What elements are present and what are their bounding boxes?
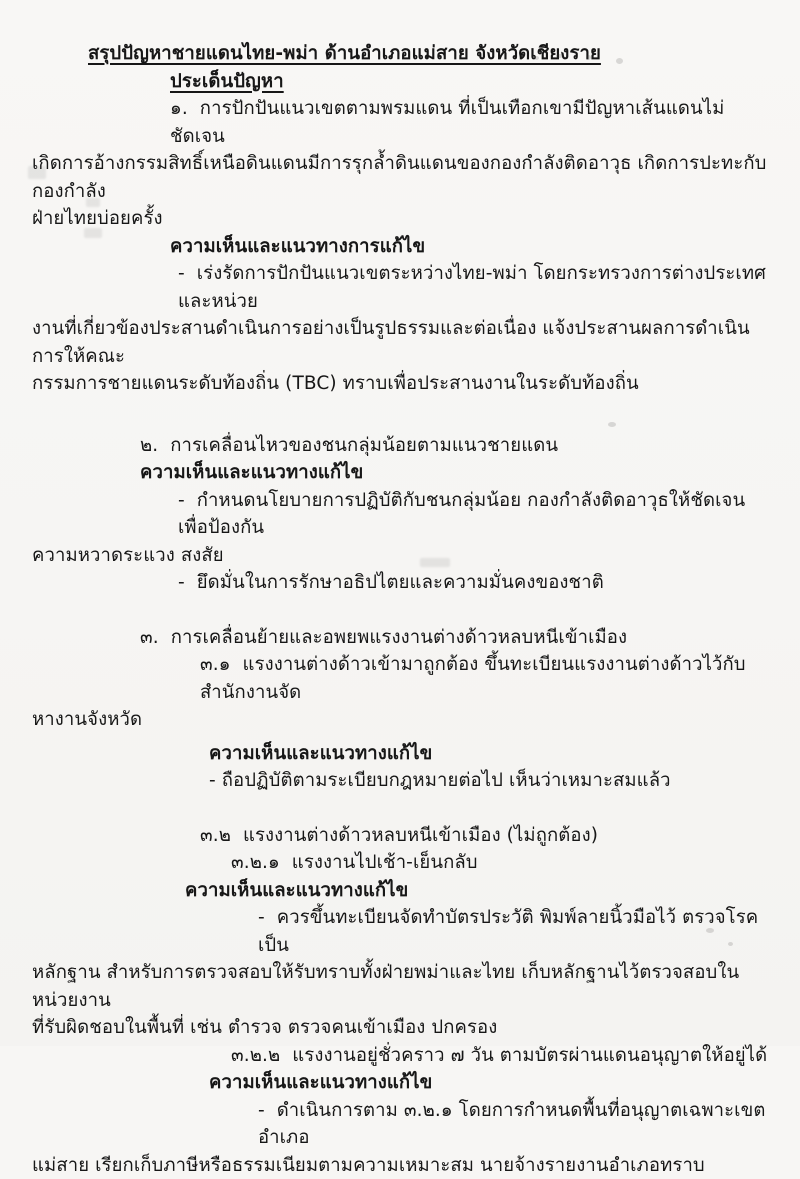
topic-line-3: ๓. การเคลื่อนย้ายและอพยพแรงงานต่างด้าวหลบหนีเข้าเมือง [140, 624, 772, 652]
remedy-item: - ถือปฏิบัติตามระเบียบกฎหมายต่อไป เห็นว่าเหมาะสมแล้ว [209, 767, 772, 795]
body-line: งานที่เกี่ยวข้องประสานดำเนินการอย่างเป็นรูปธรรมและต่อเนื่อง แจ้งประสานผลการดำเนินการให้คณะ [32, 315, 772, 370]
body-line: กรรมการชายแดนระดับท้องถิ่น (TBC) ทราบเพื่อประสานงานในระดับท้องถิ่น [32, 370, 772, 398]
remedy-item: - ควรขึ้นทะเบียนจัดทำบัตรประวัติ พิมพ์ลายนิ้วมือไว้ ตรวจโรคเป็น [258, 904, 772, 959]
document-title: สรุปปัญหาชายแดนไทย-พม่า ด้านอำเภอแม่สาย จังหวัดเชียงราย [88, 40, 772, 68]
remedy-heading-2: ความเห็นและแนวทางแก้ไข [140, 459, 772, 487]
remedy-heading-3-2-1: ความเห็นและแนวทางแก้ไข [185, 877, 772, 905]
remedy-heading-3-1: ความเห็นและแนวทางแก้ไข [209, 740, 772, 768]
scan-speck [608, 422, 616, 427]
body-line: หลักฐาน สำหรับการตรวจสอบให้รับทราบทั้งฝ่ายพม่าและไทย เก็บหลักฐานไว้ตรวจสอบในหน่วยงาน [32, 959, 772, 1014]
topic-line-3-2: ๓.๒ แรงงานต่างด้าวหลบหนีเข้าเมือง (ไม่ถูกต้อง) [200, 822, 772, 850]
topic-line-3-2-1: ๓.๒.๑ แรงงานไปเช้า-เย็นกลับ [231, 849, 772, 877]
remedy-heading-3-2-2: ความเห็นและแนวทางแก้ไข [209, 1069, 772, 1097]
body-line: หางานจังหวัด [32, 706, 772, 734]
remedy-item: - กำหนดนโยบายการปฏิบัติกับชนกลุ่มน้อย กองกำลังติดอาวุธให้ชัดเจนเพื่อป้องกัน [178, 487, 772, 542]
body-line: เกิดการอ้างกรรมสิทธิ์เหนือดินแดนมีการรุกล้ำดินแดนของกองกำลังติดอาวุธ เกิดการปะทะกับกองกำลัง [32, 150, 772, 205]
topic-line-3-2-2: ๓.๒.๒ แรงงานอยู่ชั่วคราว ๗ วัน ตามบัตรผ่านแดนอนุญาตให้อยู่ได้ [231, 1042, 772, 1070]
remedy-heading-1: ความเห็นและแนวทางการแก้ไข [170, 233, 772, 261]
topic-line-2: ๒. การเคลื่อนไหวของชนกลุ่มน้อยตามแนวชายแดน [140, 432, 772, 460]
body-line: แม่สาย เรียกเก็บภาษีหรือธรรมเนียมตามความเหมาะสม นายจ้างรายงานอำเภอทราบ [32, 1152, 772, 1179]
topic-line-3-1: ๓.๑ แรงงานต่างด้าวเข้ามาถูกต้อง ขึ้นทะเบียนแรงงานต่างด้าวไว้กับสำนักงานจัด [200, 651, 772, 706]
body-line: ฝ่ายไทยบ่อยครั้ง [32, 205, 772, 233]
body-line: ที่รับผิดชอบในพื้นที่ เช่น ตำรวจ ตรวจคนเข้าเมือง ปกครอง [32, 1014, 772, 1042]
body-line: ความหวาดระแวง สงสัย [32, 542, 772, 570]
remedy-item: - เร่งรัดการปักปันแนวเขตระหว่างไทย-พม่า โดยกระทรวงการต่างประเทศ และหน่วย [178, 260, 772, 315]
remedy-item: - ดำเนินการตาม ๓.๒.๑ โดยการกำหนดพื้นที่อนุญาตเฉพาะเขตอำเภอ [258, 1097, 772, 1152]
issues-heading: ประเด็นปัญหา [170, 68, 772, 96]
remedy-item: - ยึดมั่นในการรักษาอธิปไตยและความมั่นคงของชาติ [178, 569, 772, 597]
topic-line-1: ๑. การปักปันแนวเขตตามพรมแดน ที่เป็นเทือกเขามีปัญหาเส้นแดนไม่ชัดเจน [170, 95, 772, 150]
